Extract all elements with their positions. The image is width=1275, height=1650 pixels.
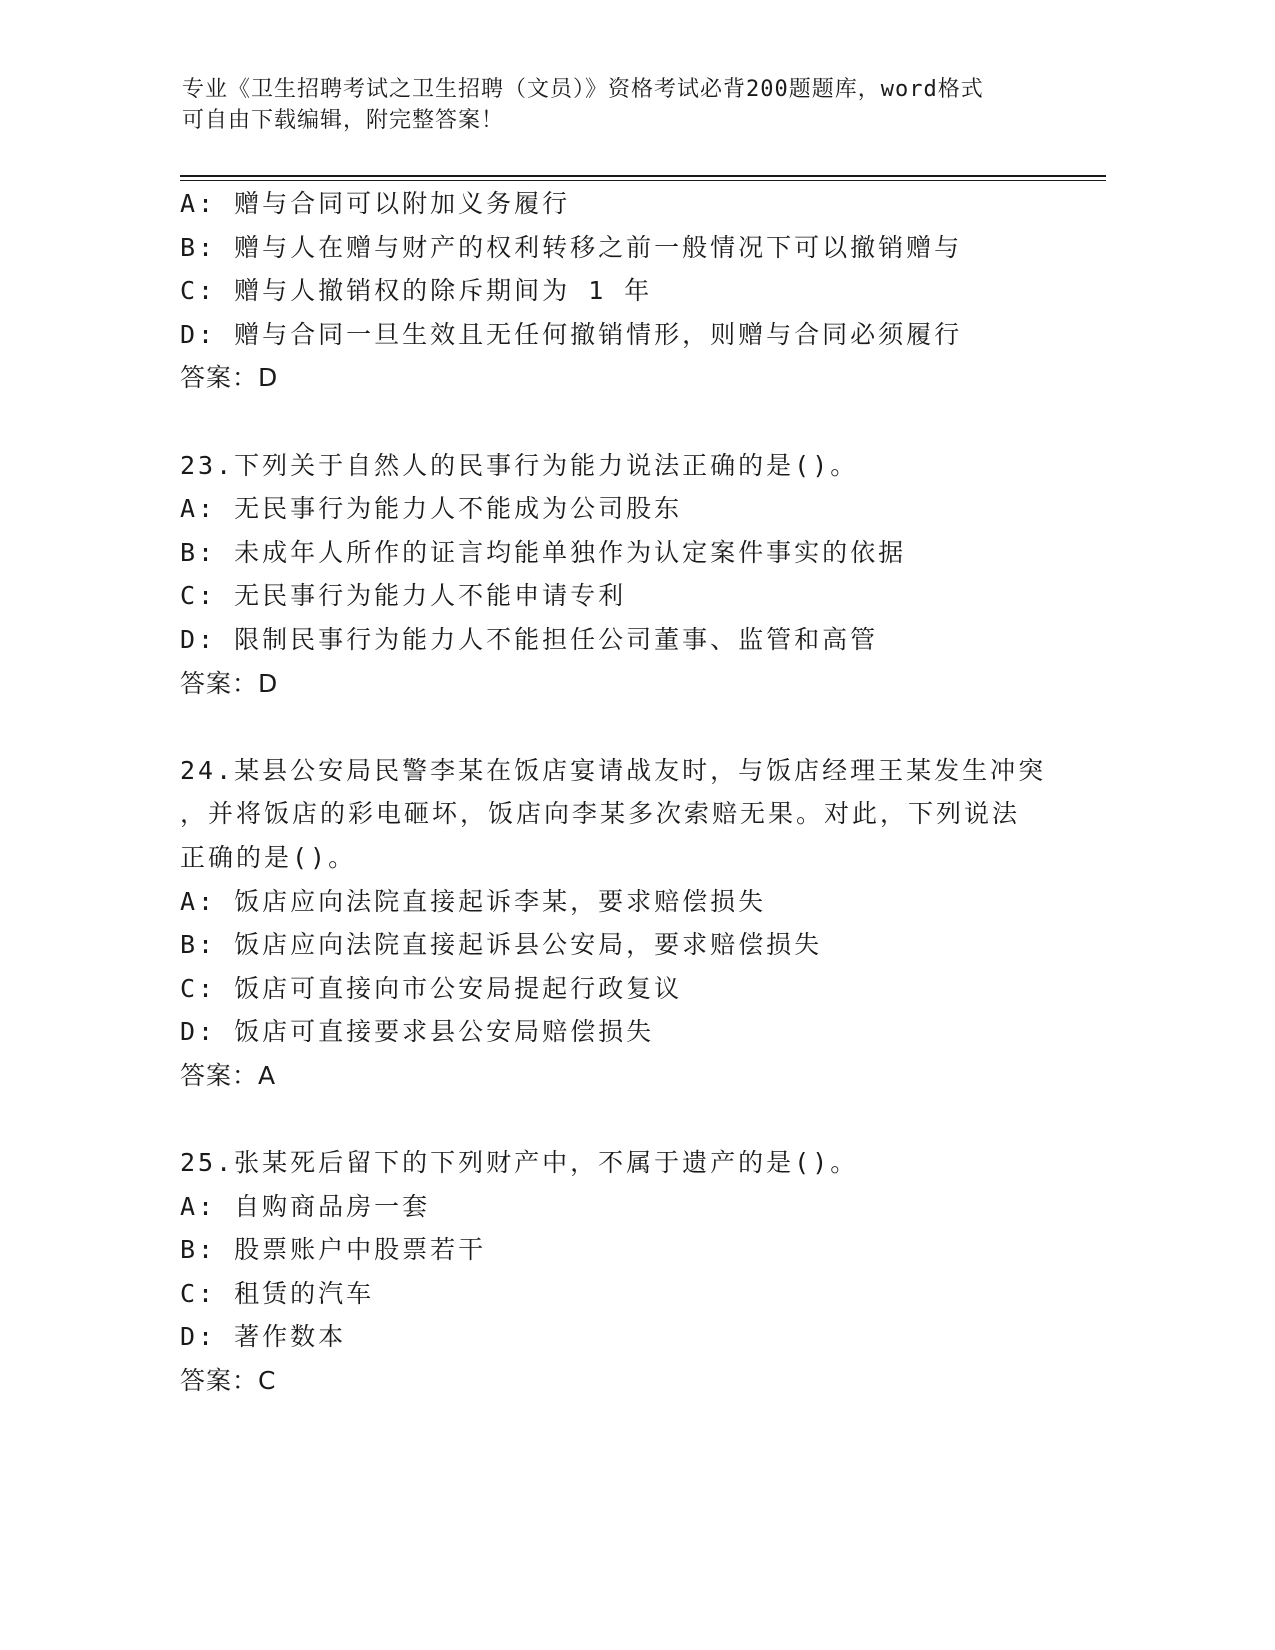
answer-label: 答案：D xyxy=(180,363,279,393)
question-block-22 xyxy=(180,182,1080,400)
header-line-1: 专业《卫生招聘考试之卫生招聘（文员）》资格考试必背200题题库，word格式 xyxy=(182,77,984,102)
option-b: B: 赠与人在赠与财产的权利转移之前一般情况下可以撤销赠与 xyxy=(180,232,963,262)
question-list xyxy=(180,182,1080,1403)
option-a: A: 无民事行为能力人不能成为公司股东 xyxy=(180,494,683,524)
option-d: D: 著作数本 xyxy=(180,1322,347,1352)
option-a: A: 饭店应向法院直接起诉李某，要求赔偿损失 xyxy=(180,886,767,916)
option-c: C: 无民事行为能力人不能申请专利 xyxy=(180,581,627,611)
question-block-24 xyxy=(180,749,1080,1098)
option-b: B: 饭店应向法院直接起诉县公安局，要求赔偿损失 xyxy=(180,930,823,960)
question-block-23 xyxy=(180,444,1080,706)
option-d: D: 饭店可直接要求县公安局赔偿损失 xyxy=(180,1017,655,1047)
document-header xyxy=(182,74,1042,136)
option-d: D: 限制民事行为能力人不能担任公司董事、监管和高管 xyxy=(180,624,879,654)
question-text: 24.某县公安局民警李某在饭店宴请战友时，与饭店经理王某发生冲突 xyxy=(180,755,1047,785)
header-divider-thin xyxy=(180,180,1106,181)
header-line-2: 可自由下载编辑，附完整答案！ xyxy=(182,108,505,133)
question-text: 正确的是()。 xyxy=(180,842,357,872)
option-c: C: 赠与人撤销权的除斥期间为 1 年 xyxy=(180,276,653,306)
option-c: C: 租赁的汽车 xyxy=(180,1278,375,1308)
answer-label: 答案：A xyxy=(180,1060,277,1090)
question-text: ，并将饭店的彩电砸坏，饭店向李某多次索赔无果。对此，下列说法 xyxy=(180,799,1021,829)
question-block-25 xyxy=(180,1141,1080,1403)
option-d: D: 赠与合同一旦生效且无任何撤销情形，则赠与合同必须履行 xyxy=(180,319,963,349)
block-spacer xyxy=(180,705,1080,749)
option-b: B: 未成年人所作的证言均能单独作为认定案件事实的依据 xyxy=(180,537,907,567)
question-text: 25.张某死后留下的下列财产中，不属于遗产的是()。 xyxy=(180,1148,859,1178)
option-a: A: 赠与合同可以附加义务履行 xyxy=(180,189,571,218)
answer-label: 答案：D xyxy=(180,668,279,698)
header-divider-thick xyxy=(180,175,1106,177)
block-spacer xyxy=(180,1097,1080,1141)
question-text: 23.下列关于自然人的民事行为能力说法正确的是()。 xyxy=(180,450,859,480)
answer-label: 答案：C xyxy=(180,1366,277,1396)
option-b: B: 股票账户中股票若干 xyxy=(180,1235,487,1265)
option-c: C: 饭店可直接向市公安局提起行政复议 xyxy=(180,973,683,1003)
block-spacer xyxy=(180,400,1080,444)
option-a: A: 自购商品房一套 xyxy=(180,1191,431,1221)
